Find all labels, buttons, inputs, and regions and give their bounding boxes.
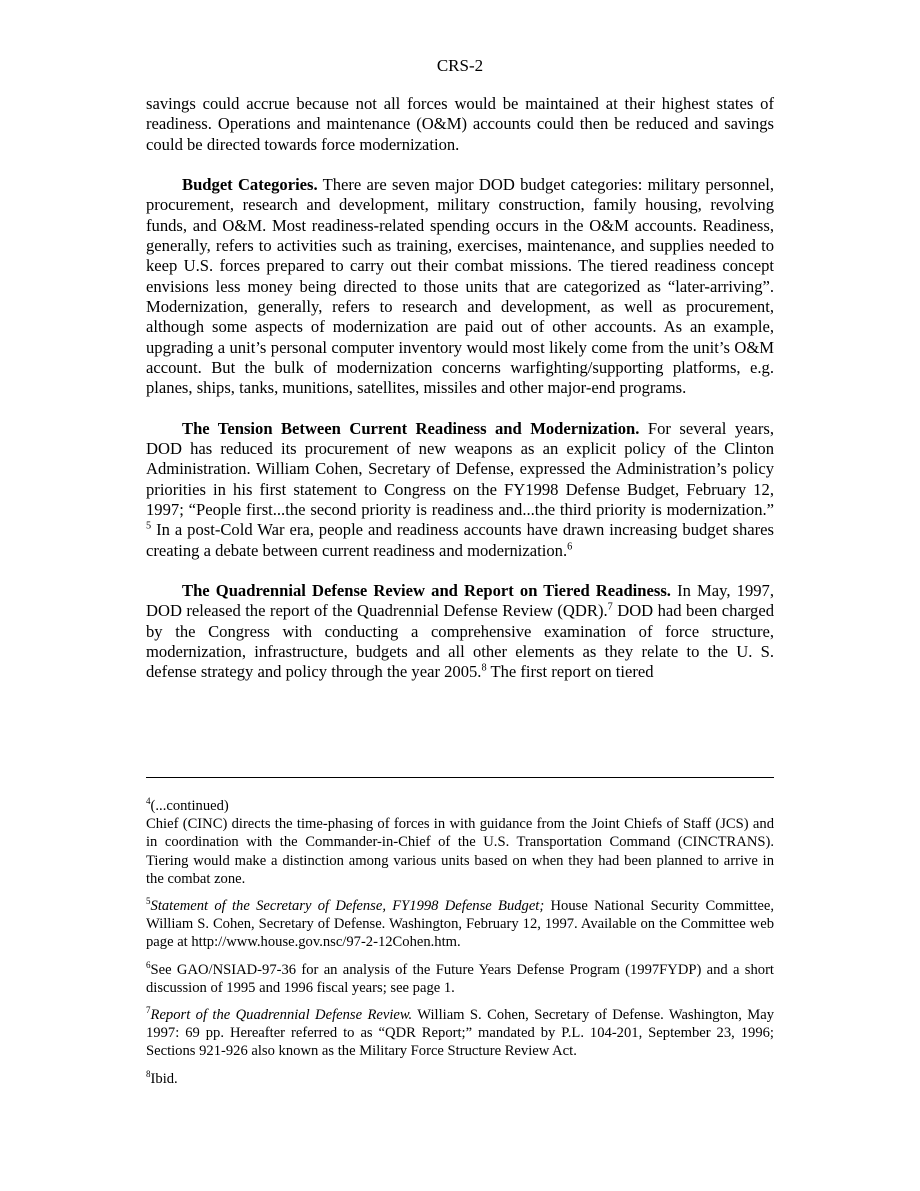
- footnote-divider: [146, 777, 774, 778]
- footnote-4-cont-label: (...continued): [150, 798, 229, 814]
- footnote-5-number: 5: [146, 896, 151, 907]
- footnote-8: [146, 1070, 774, 1088]
- footnote-ref-5: 5: [146, 520, 152, 532]
- paragraph-2-text: There are seven major DOD budget categories: military personnel, procurement, research and development, military construction, family housing, revolving funds, and O&M. Most readiness-related spending occurs in the O&M accounts. Readiness, generally, refers to activities such as training, exercises, maintenance, and supplies needed to keep U.S. forces prepared to carry out their combat missions. The tiered readiness concept envisions less money being directed to those units that are categorized as “later-arriving”. Modernization, generally, refers to research and development, as well as procurement, although some aspects of modernization are paid out of other accounts. As an example, upgrading a unit’s personal computer inventory would most likely come from the unit’s O&M account. But the bulk of modernization concerns warfighting/supporting platforms, e.g. planes, ships, tanks, munitions, satellites, missiles and other major-end programs.: [146, 175, 774, 398]
- heading-tension: The Tension Between Current Readiness and Modernization.: [182, 418, 640, 438]
- footnote-ref-7: 7: [607, 601, 613, 613]
- footnote-6-text: See GAO/NSIAD-97-36 for an analysis of the Future Years Defense Program (1997FYDP) and a short discussion of 1995 and 1996 fiscal years; see page 1.: [146, 961, 774, 996]
- paragraph-4-text-c: The first report on tiered: [486, 662, 654, 682]
- footnote-6: [146, 961, 774, 997]
- paragraph-4-text-a: In May, 1997, DOD released the report of the Quadrennial Defense Review (QDR).: [146, 581, 774, 621]
- footnote-7-number: 7: [146, 1005, 151, 1016]
- page-header: [0, 55, 920, 77]
- paragraph-4-text-b: DOD had been charged by the Congress with conducting a comprehensive examination of force structure, modernization, infrastructure, budgets and all other elements as they relate to the U. S. defense strategy and policy through the year 2005.: [146, 601, 775, 682]
- footnote-7-text: William S. Cohen, Secretary of Defense. Washington, May 1997: 69 pp. Hereafter referred to as “QDR Report;” mandated by P.L. 104-201, September 23, 1996; Sections 921-926 also known as the Military Force Structure Review Act.: [146, 1007, 774, 1060]
- footnote-6-number: 6: [146, 959, 151, 970]
- footnote-8-text: Ibid.: [150, 1070, 178, 1087]
- footnote-5: [146, 897, 774, 952]
- footnote-8-number: 8: [146, 1068, 151, 1079]
- footnotes: [146, 797, 774, 1097]
- paragraph-tension: [146, 419, 774, 561]
- paragraph-qdr: [146, 581, 774, 682]
- heading-qdr: The Quadrennial Defense Review and Report on Tiered Readiness.: [182, 581, 671, 601]
- footnote-7-title: Report of the Quadrennial Defense Review.: [150, 1007, 413, 1024]
- paragraph-1: [146, 94, 774, 155]
- footnote-4-number: 4: [146, 796, 151, 807]
- footnote-7: [146, 1006, 774, 1061]
- footnote-5-text: House National Security Committee, William S. Cohen, Secretary of Defense. Washington, February 12, 1997. Available on the Committee web page at http://www.house.gov.nsc/97-2-12Cohen.htm.: [146, 898, 774, 951]
- footnote-4-text: Chief (CINC) directs the time-phasing of forces in with guidance from the Joint Chiefs of Staff (JCS) and in coordination with the Commander-in-Chief of the U.S. Transportation Command (CINCTRANS). Tiering would make a distinction among various units based on when they had been planned to arrive in the combat zone.: [146, 816, 774, 887]
- main-text: [146, 94, 774, 703]
- footnote-5-title: Statement of the Secretary of Defense, FY1998 Defense Budget;: [150, 898, 545, 915]
- footnote-4-continued: [146, 797, 774, 815]
- paragraph-1-text: savings could accrue because not all forces would be maintained at their highest states of readiness. Operations and maintenance (O&M) accounts could then be reduced and savings could be directed towards force modernization.: [146, 94, 774, 154]
- heading-budget-categories: Budget Categories.: [182, 175, 318, 195]
- paragraph-3-text-b: In a post-Cold War era, people and readiness accounts have drawn increasing budget shares creating a debate between current readiness and modernization.: [146, 520, 774, 560]
- paragraph-budget-categories: [146, 175, 774, 398]
- page-number-label: CRS-2: [436, 56, 484, 75]
- paragraph-3-text-a: For several years, DOD has reduced its procurement of new weapons as an explicit policy of the Clinton Administration. William Cohen, Secretary of Defense, expressed the Administration’s policy priorities in his first statement to Congress on the FY1998 Defense Budget, February 12, 1997; “People first...the second priority is readiness and...the third priority is modernization.”: [146, 418, 774, 519]
- footnote-ref-8: 8: [481, 662, 487, 674]
- footnote-4: [146, 797, 774, 888]
- footnote-ref-6: 6: [567, 541, 573, 552]
